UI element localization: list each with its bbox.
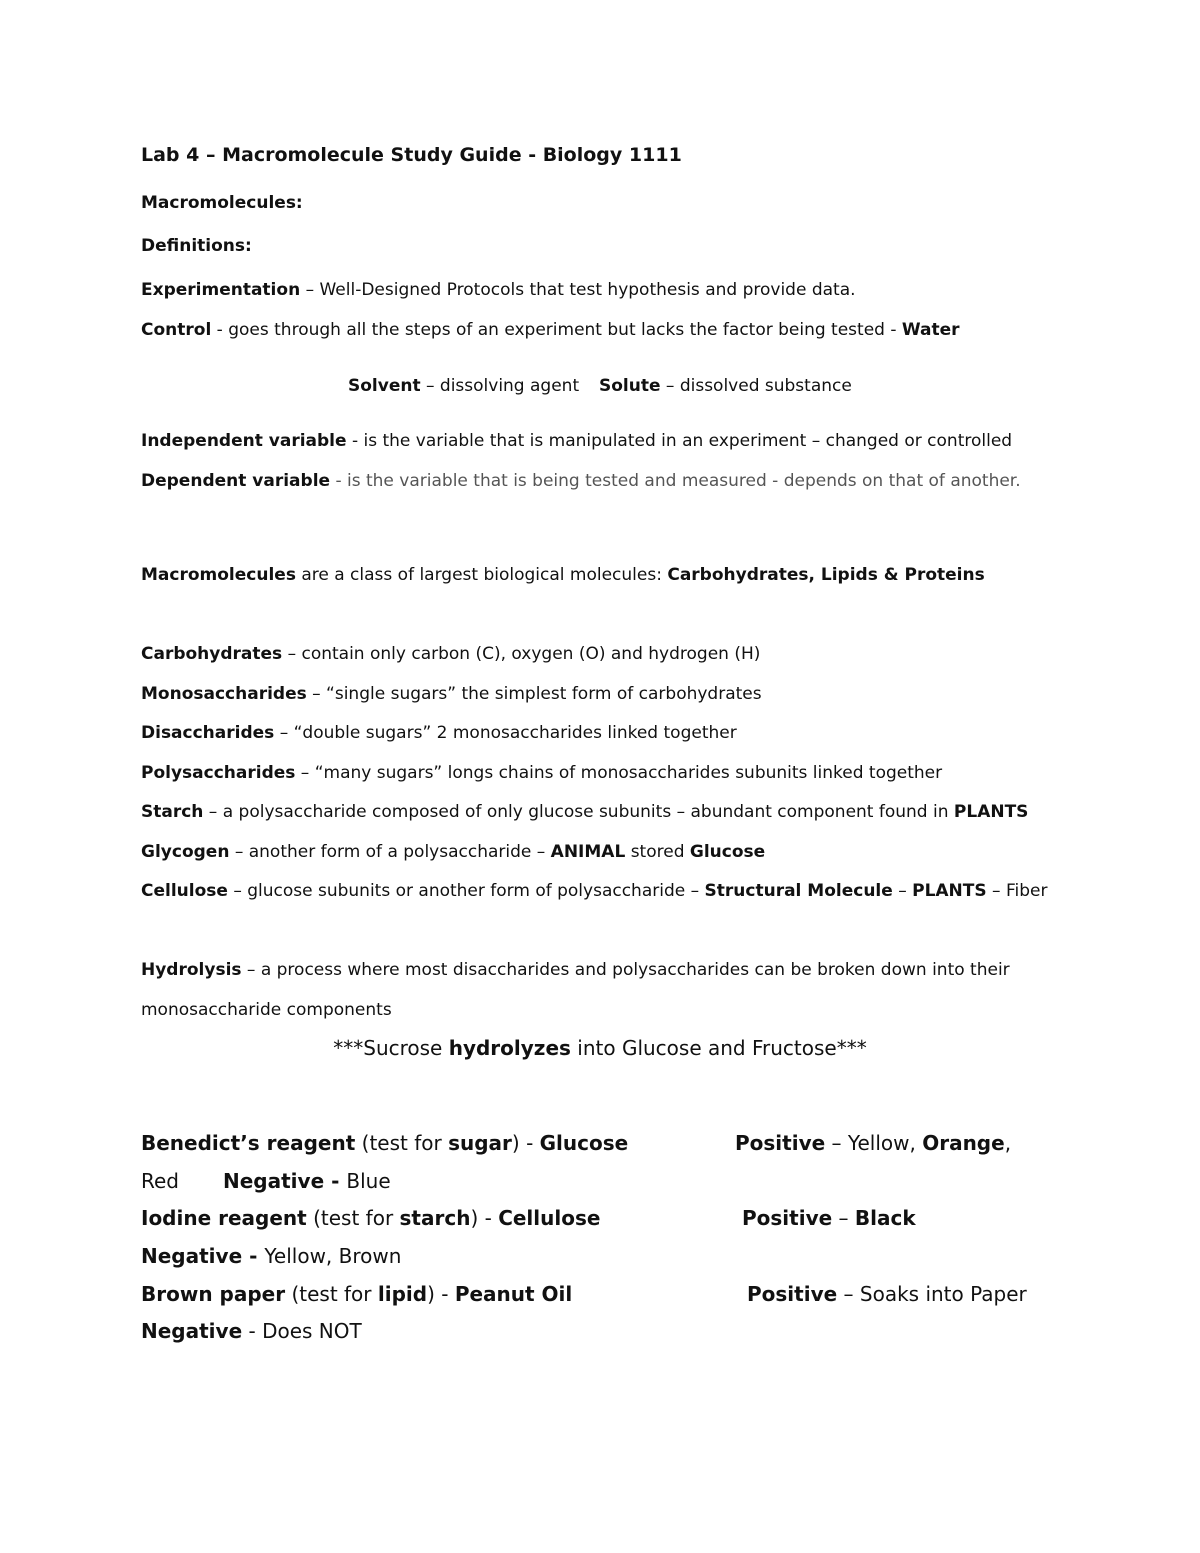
test-sample: Cellulose <box>498 1206 601 1230</box>
negative-result: Blue <box>346 1169 391 1193</box>
definition-text: Well-Designed Protocols that test hypothesis and provide data. <box>319 280 856 300</box>
iodine-test <box>141 1205 600 1231</box>
definition-text: – a polysaccharide composed of only glucose subunits – abundant component found in <box>203 802 954 822</box>
positive-result: Soaks into Paper <box>859 1282 1027 1306</box>
negative-label: Negative - <box>141 1244 265 1268</box>
definition-text: goes through all the steps of an experiment but lacks the factor being tested - <box>228 320 902 340</box>
emphasis: Glucose <box>689 842 766 862</box>
starch-definition <box>141 801 1028 823</box>
note-text: ***Sucrose <box>333 1036 449 1060</box>
positive-result-continued: Red <box>141 1169 179 1193</box>
emphasis: PLANTS <box>912 881 987 901</box>
positive-label: Positive <box>742 1206 833 1230</box>
hydrolysis-definition <box>141 959 1010 981</box>
positive-label: Positive <box>735 1131 826 1155</box>
test-text: (test for <box>285 1282 378 1306</box>
definition-text: - is the variable that is being tested and measured - depends on that of another. <box>330 471 1021 491</box>
definition-text: – dissolved substance <box>660 376 852 396</box>
negative-result: - Does NOT <box>242 1319 362 1343</box>
hydrolysis-definition-continued: monosaccharide components <box>141 1000 392 1020</box>
positive-result: Yellow, <box>847 1131 923 1155</box>
experimentation-definition <box>141 279 856 301</box>
definition-text: stored <box>625 842 690 862</box>
term: Dependent variable <box>141 471 331 491</box>
test-text: ) - <box>511 1131 540 1155</box>
example: Water <box>901 320 960 340</box>
monosaccharides-definition <box>141 683 762 705</box>
definition-text: – a process where most disaccharides and polysaccharides can be broken down into their <box>241 960 1010 980</box>
definition-text: – another form of a polysaccharide – <box>229 842 551 862</box>
term: Carbohydrates <box>141 644 283 664</box>
test-target: starch <box>399 1206 471 1230</box>
separator: – <box>300 280 320 300</box>
term: Solvent <box>348 376 421 396</box>
sucrose-note <box>0 1035 1200 1061</box>
emphasis: hydrolyzes <box>448 1036 571 1060</box>
definition-text: – glucose subunits or another form of polysaccharide – <box>227 881 705 901</box>
test-name: Iodine reagent <box>141 1206 307 1230</box>
control-definition <box>141 319 960 341</box>
term: Control <box>141 320 212 340</box>
separator: – <box>892 881 913 901</box>
solvent-definition <box>348 375 579 397</box>
definition-text: – “single sugars” the simplest form of carbohydrates <box>306 684 762 704</box>
macromolecules-heading: Macromolecules: <box>141 193 303 213</box>
negative-label: Negative - <box>223 1169 347 1193</box>
iodine-positive <box>742 1205 916 1231</box>
note-text: into Glucose and Fructose*** <box>570 1036 867 1060</box>
emphasis: PLANTS <box>953 802 1029 822</box>
test-sample: Peanut Oil <box>454 1282 573 1306</box>
definition-text: – dissolving agent <box>420 376 580 396</box>
definition-text: – “many sugars” longs chains of monosaccharides subunits linked together <box>295 763 943 783</box>
separator: – <box>832 1206 855 1230</box>
term: Disaccharides <box>141 723 275 743</box>
emphasis: Structural Molecule <box>704 881 893 901</box>
term: Cellulose <box>141 881 228 901</box>
definition-text: - is the variable that is manipulated in an experiment – changed or controlled <box>346 431 1013 451</box>
brown-paper-test <box>141 1281 572 1307</box>
term: Solute <box>599 376 661 396</box>
punctuation: , <box>1004 1131 1012 1155</box>
positive-label: Positive <box>747 1282 838 1306</box>
term: Starch <box>141 802 204 822</box>
test-name: Benedict’s reagent <box>141 1131 356 1155</box>
positive-result-emphasis: Orange <box>922 1131 1005 1155</box>
separator: - <box>211 320 229 340</box>
separator: – <box>837 1282 860 1306</box>
separator: – <box>825 1131 848 1155</box>
term: Polysaccharides <box>141 763 296 783</box>
iodine-negative <box>141 1243 401 1269</box>
emphasis: ANIMAL <box>550 842 626 862</box>
benedict-test <box>141 1130 628 1156</box>
polysaccharides-definition <box>141 762 942 784</box>
test-target: lipid <box>377 1282 428 1306</box>
term: Macromolecules <box>141 565 296 585</box>
class-list: Carbohydrates, Lipids & Proteins <box>667 565 985 585</box>
test-sample: Glucose <box>539 1131 629 1155</box>
glycogen-definition <box>141 841 765 863</box>
test-text: (test for <box>306 1206 400 1230</box>
brown-paper-positive <box>747 1281 1027 1307</box>
test-text: ) - <box>427 1282 455 1306</box>
macromolecules-class-statement <box>141 564 985 586</box>
definition-text: Fiber <box>1005 881 1048 901</box>
page-title: Lab 4 – Macromolecule Study Guide - Biology 1111 <box>141 144 682 166</box>
separator: – <box>986 881 1006 901</box>
benedict-positive <box>735 1130 1011 1156</box>
dependent-variable-definition <box>141 470 1021 492</box>
test-text: (test for <box>355 1131 449 1155</box>
independent-variable-definition <box>141 430 1012 452</box>
carbohydrates-definition <box>141 643 760 665</box>
definitions-heading: Definitions: <box>141 236 252 256</box>
brown-paper-negative <box>141 1318 362 1344</box>
benedict-negative <box>141 1168 391 1194</box>
term: Experimentation <box>141 280 301 300</box>
test-text: ) - <box>470 1206 499 1230</box>
term: Monosaccharides <box>141 684 307 704</box>
term: Independent variable <box>141 431 347 451</box>
cellulose-definition <box>141 880 1047 902</box>
negative-label: Negative <box>141 1319 243 1343</box>
negative-result: Yellow, Brown <box>264 1244 402 1268</box>
definition-text: – “double sugars” 2 monosaccharides linked together <box>274 723 737 743</box>
disaccharides-definition <box>141 722 737 744</box>
definition-text: – contain only carbon (C), oxygen (O) and hydrogen (H) <box>282 644 761 664</box>
test-target: sugar <box>448 1131 512 1155</box>
statement-text: are a class of largest biological molecules: <box>295 565 668 585</box>
term: Glycogen <box>141 842 230 862</box>
positive-result: Black <box>854 1206 916 1230</box>
solute-definition <box>599 375 852 397</box>
test-name: Brown paper <box>141 1282 286 1306</box>
term: Hydrolysis <box>141 960 242 980</box>
